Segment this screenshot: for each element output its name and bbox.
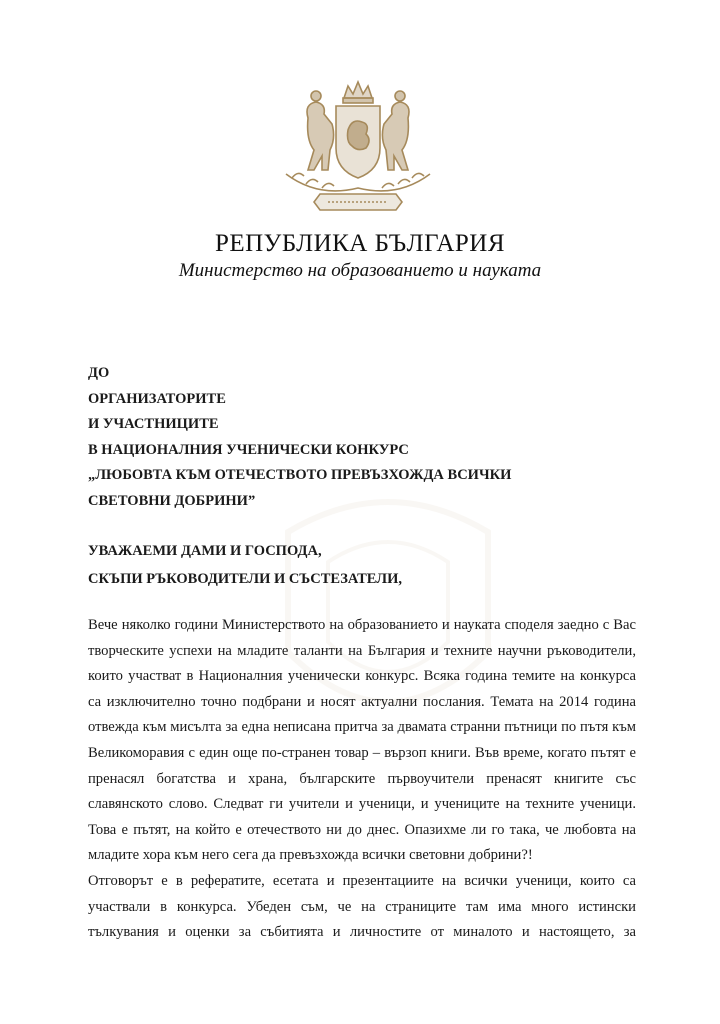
ministry-subtitle: Министерство на образованието и науката <box>178 260 542 281</box>
body-line: отвежда към мисълта за една неписана притча за двамата странни пътници по пътя към <box>88 719 636 736</box>
body-line: пренасял богатства и храна, българските първоучители пренасят книгите със <box>88 770 636 787</box>
body-line: които участват в Националния ученически конкурс. Всяка година темите на конкурса <box>88 668 636 685</box>
republic-title: РЕПУБЛИКА БЪЛГАРИЯ <box>214 230 506 257</box>
addressee-line: В НАЦИОНАЛНИЯ УЧЕНИЧЕСКИ КОНКУРС <box>88 441 409 458</box>
salutation-line: СКЪПИ РЪКОВОДИТЕЛИ И СЪСТЕЗАТЕЛИ, <box>88 571 402 587</box>
body-line: творческите успехи на младите таланти на България и техните научни ръководители, <box>88 642 636 659</box>
letter-body <box>88 613 636 946</box>
salutation-line: УВАЖАЕМИ ДАМИ И ГОСПОДА, <box>88 543 322 559</box>
addressee-line: „ЛЮБОВТА КЪМ ОТЕЧЕСТВОТО ПРЕВЪЗХОЖДА ВСИЧКИ <box>88 467 512 483</box>
body-line: Великоморавия с един още по-странен товар – вързоп книги. Във време, когато пътят е <box>88 744 636 761</box>
addressee-line: И УЧАСТНИЦИТЕ <box>88 416 219 432</box>
body-line: тълкувания и оценки за събитията и личностите от миналото и настоящето, за <box>88 924 636 941</box>
body-line: Това е пътят, на който е отечеството ни до днес. Опазихме ли го така, че любовта на <box>88 821 636 838</box>
body-line: младите хора към него сега да превъзхожда всички световни добрини?! <box>88 847 533 864</box>
body-line: участвали в конкурса. Убеден съм, че на страниците там има много истински <box>88 898 636 915</box>
body-line: Отговорът е в рефератите, есетата и презентациите на всички ученици, които са <box>88 872 636 889</box>
body-line: са изключително точно подбрани и носят актуални послания. Темата на 2014 година <box>88 693 636 710</box>
body-line: славянското слово. Следват ги учители и ученици, и учениците на техните ученици. <box>88 796 636 813</box>
body-line: Вече няколко години Министерството на образованието и науката споделя заедно с Вас <box>88 617 636 633</box>
coat-of-arms-icon <box>278 78 438 216</box>
addressee-line: ОРГАНИЗАТОРИТЕ <box>88 390 226 407</box>
addressee-line: ДО <box>88 365 110 381</box>
addressee-block <box>88 361 511 514</box>
salutation-block <box>88 537 402 593</box>
addressee-line: СВЕТОВНИ ДОБРИНИ” <box>88 492 256 509</box>
